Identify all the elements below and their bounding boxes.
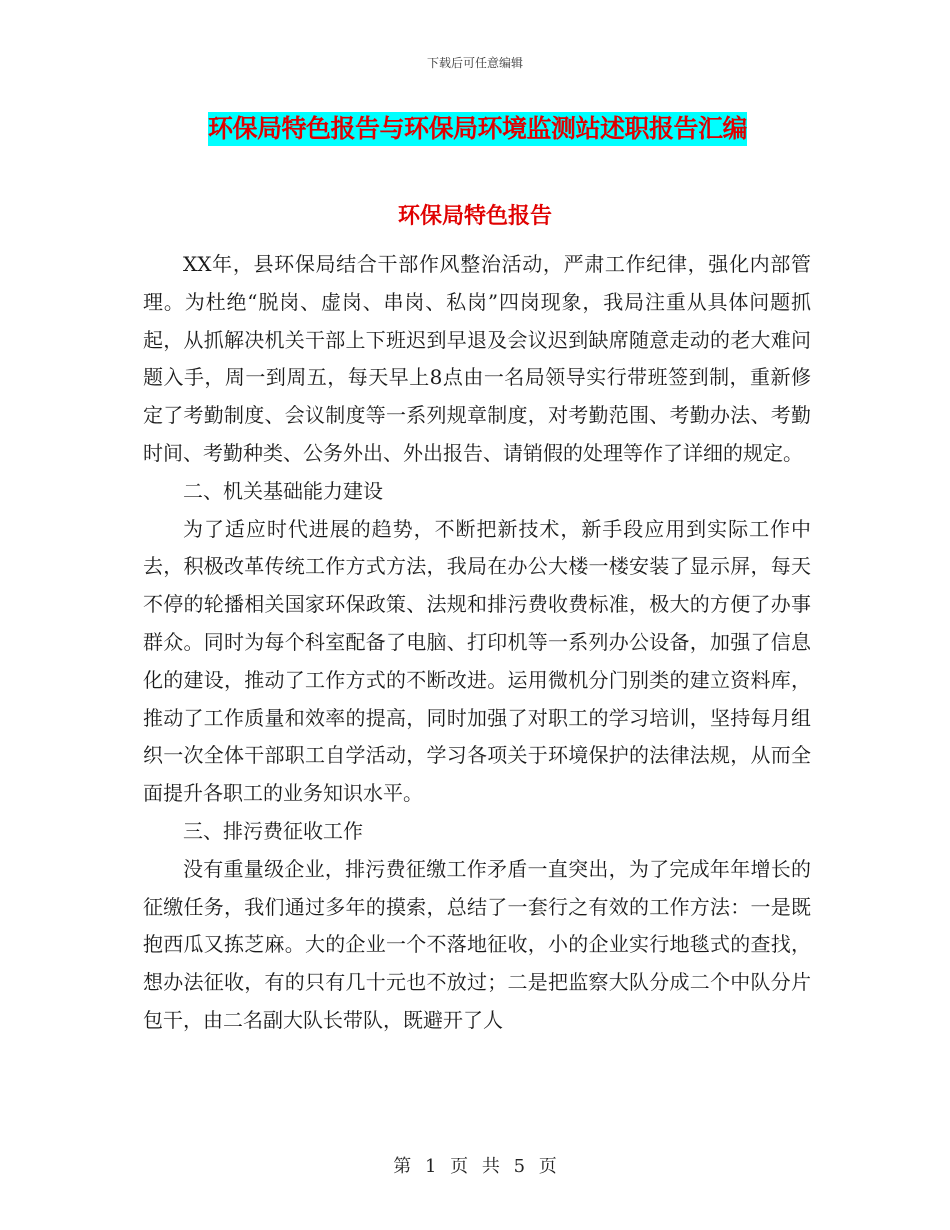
paragraph: XX年，县环保局结合干部作风整治活动，严肃工作纪律，强化内部管理。为杜绝“脱岗、虚岗、串岗、私岗”四岗现象，我局注重从具体问题抓起，从抓解决机关干部上下班迟到早退及会议迟到缺席随意走动的老大难问题入手，周一到周五，每天早上8点由一名局领导实行带班签到制，重新修定了考勤制度、会议制度等一系列规章制度，对考勤范围、考勤办法、考勤时间、考勤种类、公务外出、外出报告、请销假的处理等作了详细的规定。: [143, 252, 811, 465]
section-heading: 二、机关基础能力建设: [183, 478, 383, 503]
page-footer: [0, 1152, 950, 1178]
header-note: 下载后可任意编辑: [426, 56, 523, 70]
paragraph: 没有重量级企业，排污费征缴工作矛盾一直突出，为了完成年年增长的征缴任务，我们通过多年的摸索，总结了一套行之有效的工作方法：一是既抱西瓜又拣芝麻。大的企业一个不落地征收，小的企业实行地毯式的查找，想办法征收，有的只有几十元也不放过；二是把监察大队分成二个中队分片包干，由二名副大队长带队，既避开了人: [143, 856, 811, 1032]
section-title: 环保局特色报告: [397, 204, 552, 229]
footer-label-page: 第: [393, 1156, 412, 1177]
document-title: 环保局特色报告与环保局环境监测站述职报告汇编: [208, 112, 747, 146]
footer-current-page: 1: [424, 1156, 437, 1177]
section-heading: 三、排污费征收工作: [183, 818, 363, 843]
footer-total-pages: 5: [513, 1156, 526, 1177]
paragraph: 为了适应时代进展的趋势，不断把新技术，新手段应用到实际工作中去，积极改革传统工作方式方法，我局在办公大楼一楼安装了显示屏，每天不停的轮播相关国家环保政策、法规和排污费收费标准，极大的方便了办事群众。同时为每个科室配备了电脑、打印机等一系列办公设备，加强了信息化的建设，推动了工作方式的不断改进。运用微机分门别类的建立资料库，推动了工作质量和效率的提高，同时加强了对职工的学习培训，坚持每月组织一次全体干部职工自学活动，学习各项关于环境保护的法律法规，从而全面提升各职工的业务知识水平。: [143, 516, 811, 806]
footer-label-unit2: 页: [538, 1156, 557, 1177]
document-title-container: [208, 112, 790, 146]
document-body: [143, 246, 811, 1040]
footer-label-total: 共: [481, 1156, 500, 1177]
footer-label-unit: 页: [450, 1156, 469, 1177]
